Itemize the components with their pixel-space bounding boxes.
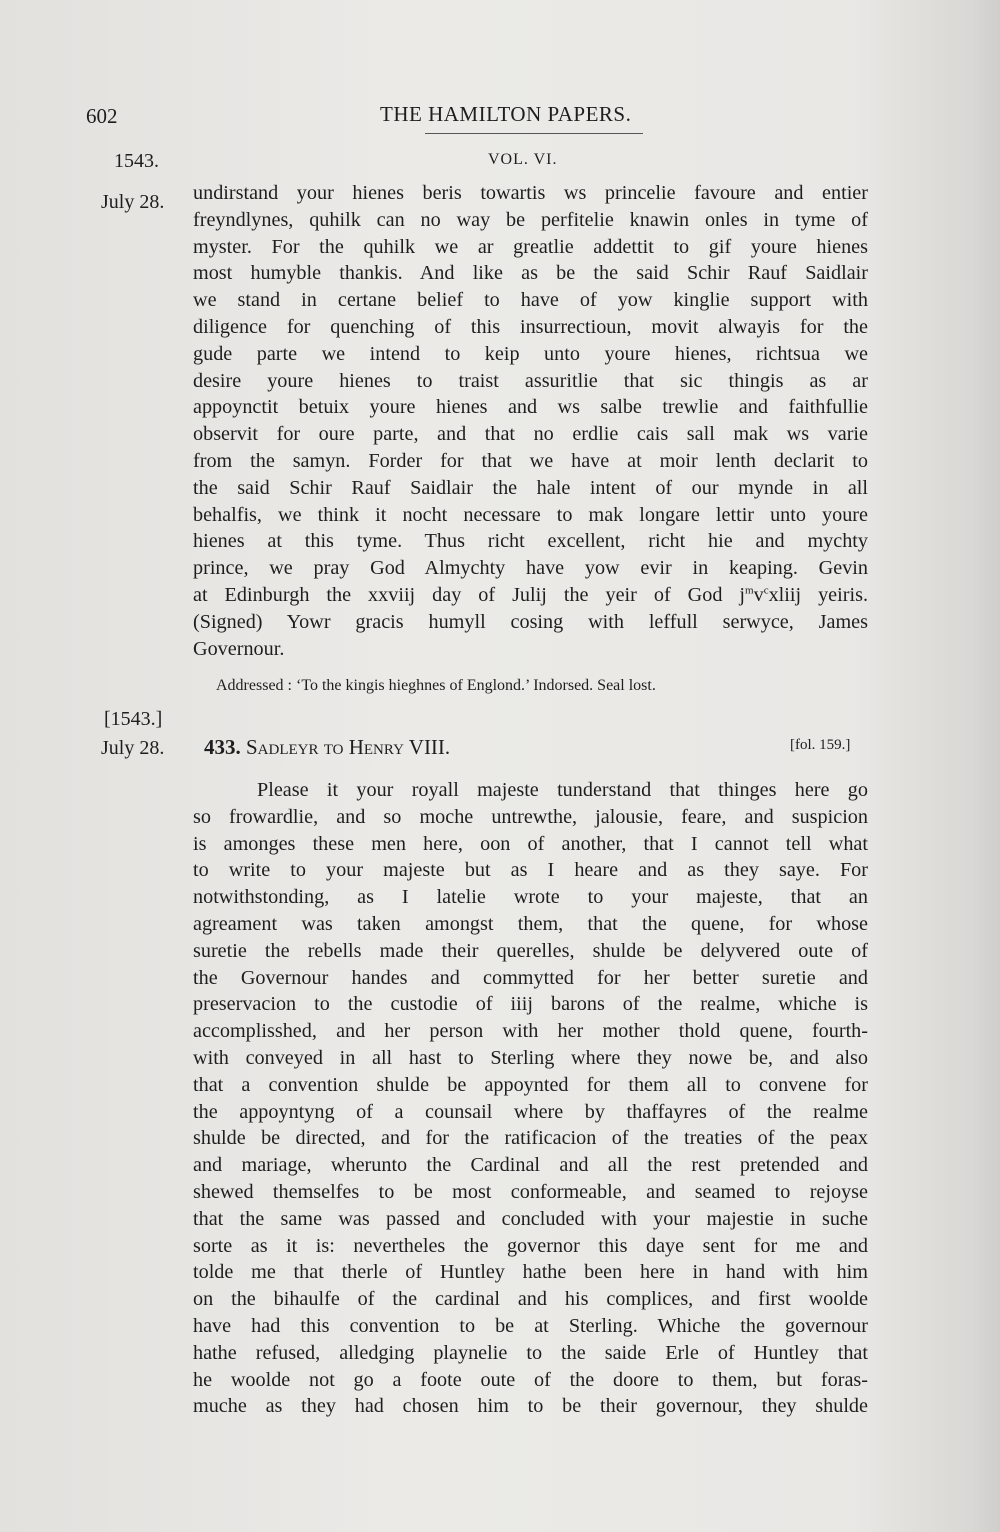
letter-2-line: to write to your majeste but as I heare and as they saye. For	[193, 859, 868, 882]
letter-1-line: undirstand your hienes beris towartis ws princelie favoure and entier	[193, 182, 868, 204]
letter-1-line: hienes at this tyme. Thus richt excellent, richt hie and mychty	[193, 530, 868, 553]
addressed-note: Addressed : ‘To the kingis hieghnes of Englond.’ Indorsed. Seal lost.	[216, 677, 656, 694]
letter-1-line: myster. For the quhilk we ar greatlie addettit to gif youre hienes	[193, 235, 868, 258]
letter-2-line: muche as they had chosen him to be their governour, they shulde	[193, 1395, 868, 1418]
letter-2-line: hathe refused, alledging playnelie to the saide Erle of Huntley that	[193, 1341, 868, 1364]
letter-2-line: is amonges these men here, oon of another, that I cannot tell what	[193, 832, 868, 855]
running-title: THE HAMILTON PAPERS.	[380, 102, 632, 126]
page-number: 602	[86, 104, 118, 128]
letter-1-line: the said Schir Rauf Saidlair the hale intent of our mynde in all	[193, 476, 868, 499]
margin-date-2: July 28.	[101, 737, 165, 759]
entry-title: Sadleyr to Henry VIII.	[246, 735, 451, 759]
letter-1-signature-line: (Signed) Yowr gracis humyll cosing with leffull serwyce, James	[193, 610, 868, 633]
letter-2-line: Please it your royall majeste tunderstand that thinges here go	[257, 779, 868, 801]
letter-1-line: most humyble thankis. And like as be the said Schir Rauf Saidlair	[193, 262, 868, 285]
letter-1-line: behalfis, we think it nocht necessare to mak longare lettir unto youre	[193, 503, 868, 526]
letter-1-line: desire youre hienes to traist assuritlie that sic thingis as ar	[193, 369, 868, 392]
header-rule	[425, 133, 643, 134]
letter-2-line: that the same was passed and concluded with your majestie in suche	[193, 1207, 868, 1230]
letter-2-line: shulde be directed, and for the ratificacion of the treaties of the peax	[193, 1127, 868, 1150]
letter-2-line: the appoyntyng of a counsail where by thaffayres of the realme	[193, 1100, 868, 1123]
letter-2-line: the Governour handes and commytted for her better suretie and	[193, 966, 868, 989]
volume-label: VOL. VI.	[488, 151, 558, 168]
letter-2-line: that a convention shulde be appoynted for them all to convene for	[193, 1073, 868, 1096]
letter-2-line: he woolde not go a foote oute of the doore to them, but foras-	[193, 1368, 868, 1391]
letter-1-line: gude parte we intend to keip unto youre hienes, richtsua we	[193, 342, 868, 365]
letter-1-line: freyndlynes, quhilk can no way be perfitelie knawin onles in tyme of	[193, 208, 868, 231]
letter-2-line: notwithstonding, as I latelie wrote to your majeste, that an	[193, 886, 868, 909]
letter-1-line: observit for oure parte, and that no erdlie cais sall mak ws varie	[193, 423, 868, 446]
letter-2-line: sorte as it is: nevertheles the governor this daye sent for me and	[193, 1234, 868, 1257]
margin-year-bracketed: [1543.]	[104, 708, 163, 730]
letter-1-line: diligence for quenching of this insurrectioun, movit alwayis for the	[193, 315, 868, 338]
letter-2-line: tolde me that therle of Huntley hathe been here in hand with him	[193, 1261, 868, 1284]
letter-1-line: appoynctit betuix youre hienes and ws salbe trewlie and faithfullie	[193, 396, 868, 419]
entry-heading	[204, 735, 450, 760]
letter-2-line: shewed themselfes to be most conformeable, and seamed to rejoyse	[193, 1180, 868, 1203]
folio-reference: [fol. 159.]	[790, 737, 851, 753]
letter-2-line: suretie the rebells made their querelles, shulde be delyvered oute of	[193, 939, 868, 962]
letter-2-line: on the bihaulfe of the cardinal and his complices, and first woolde	[193, 1288, 868, 1311]
letter-2-line: so frowardlie, and so moche untrewthe, jalousie, feare, and suspicion	[193, 805, 868, 828]
entry-number: 433.	[204, 735, 241, 759]
letter-1-signature-name: Governour.	[193, 637, 285, 660]
letter-1-date-line: at Edinburgh the xxviij day of Julij the yeir of God $j^mv^cxliij$ yeiris.	[193, 583, 868, 606]
margin-date-1: July 28.	[101, 191, 165, 213]
letter-1-line: from the samyn. Forder for that we have at moir lenth declarit to	[193, 449, 868, 472]
letter-1-line: we stand in certane belief to have of yow kinglie support with	[193, 289, 868, 312]
letter-2-line: with conveyed in all hast to Sterling where they nowe be, and also	[193, 1046, 868, 1069]
letter-2-line: and mariage, wherunto the Cardinal and all the rest pretended and	[193, 1154, 868, 1177]
letter-1-body	[193, 180, 868, 662]
margin-year: 1543.	[114, 150, 159, 172]
letter-2-line: have had this convention to be at Sterling. Whiche the governour	[193, 1314, 868, 1337]
letter-2-body	[193, 777, 868, 1420]
letter-2-line: accomplisshed, and her person with her mother thold quene, fourth-	[193, 1020, 868, 1043]
letter-1-line: prince, we pray God Almychty have yow evir in keaping. Gevin	[193, 557, 868, 580]
letter-2-line: preservacion to the custodie of iiij barons of the realme, whiche is	[193, 993, 868, 1016]
letter-2-line: agreament was taken amongst them, that the quene, for whose	[193, 912, 868, 935]
